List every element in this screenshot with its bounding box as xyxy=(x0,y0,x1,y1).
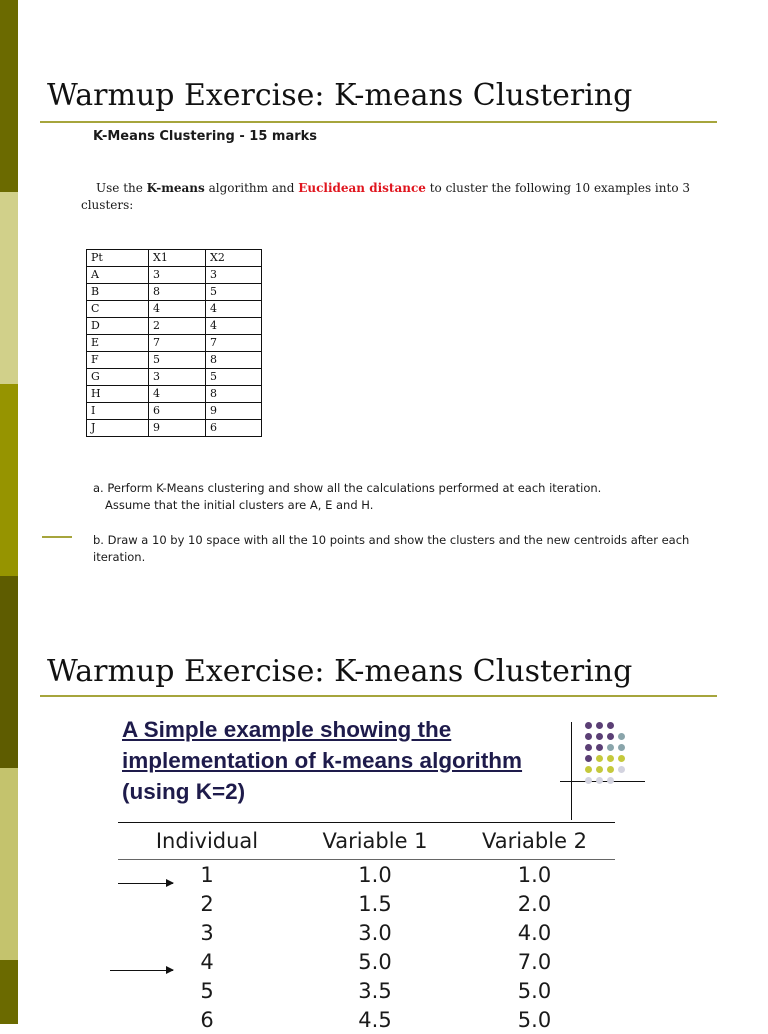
slide-title: Warmup Exercise: K-means Clustering xyxy=(47,78,633,113)
cell: A xyxy=(87,267,149,284)
cell: 7.0 xyxy=(517,949,552,974)
table-header-row xyxy=(118,823,615,860)
question-a-line: a. Perform K-Means clustering and show all the calculations performed at each iteration. xyxy=(93,481,602,495)
cell: 8 xyxy=(206,386,262,403)
cell: E xyxy=(87,335,149,352)
table-row xyxy=(87,267,262,284)
table-row xyxy=(87,420,262,437)
cell: D xyxy=(87,318,149,335)
cell: J xyxy=(87,420,149,437)
dot xyxy=(596,766,603,773)
dot xyxy=(618,777,625,784)
kmeans-term: K-means xyxy=(146,181,205,195)
dot xyxy=(596,744,603,751)
question-intro xyxy=(81,180,711,214)
dot xyxy=(618,722,625,729)
dot xyxy=(607,766,614,773)
cell: 4 xyxy=(149,386,206,403)
table-row xyxy=(87,369,262,386)
arrow-to-row-4 xyxy=(110,970,173,971)
header-cell: Pt xyxy=(87,250,149,267)
cell: C xyxy=(87,301,149,318)
cell: 3.5 xyxy=(358,978,392,1003)
cell: 5 xyxy=(206,284,262,301)
table-row xyxy=(87,403,262,420)
table-row xyxy=(87,352,262,369)
dot xyxy=(596,777,603,784)
intro-text: to cluster the following 10 examples into 3 clusters: xyxy=(81,181,690,212)
cell: 1.0 xyxy=(517,862,552,887)
dot xyxy=(618,755,625,762)
table-row xyxy=(118,889,615,918)
header-cell: Individual xyxy=(118,823,296,860)
cell: 6 xyxy=(149,403,206,420)
dot-grid-decoration xyxy=(585,722,627,786)
dot xyxy=(585,766,592,773)
question-a-line: Assume that the initial clusters are A, E and H. xyxy=(105,498,374,512)
dot xyxy=(585,722,592,729)
slide-title: Warmup Exercise: K-means Clustering xyxy=(47,654,633,689)
bullet-dash xyxy=(42,536,72,538)
table-row xyxy=(118,976,615,1005)
cell: 5.0 xyxy=(517,1007,552,1032)
cell: 7 xyxy=(206,335,262,352)
cell: 3 xyxy=(200,920,214,945)
question-a xyxy=(93,480,713,514)
table-row xyxy=(87,284,262,301)
table-row xyxy=(118,918,615,947)
title-rule xyxy=(40,695,717,697)
question-b: b. Draw a 10 by 10 space with all the 10 points and show the clusters and the new centroids after each iteration. xyxy=(93,533,690,564)
dot xyxy=(596,722,603,729)
cell: 3 xyxy=(206,267,262,284)
cell: 5 xyxy=(149,352,206,369)
cell: 4.0 xyxy=(517,920,552,945)
cell: 9 xyxy=(206,403,262,420)
dot xyxy=(585,777,592,784)
cell: 3 xyxy=(149,267,206,284)
dot xyxy=(585,755,592,762)
dot xyxy=(618,733,625,740)
dot xyxy=(618,766,625,773)
header-cell: Variable 1 xyxy=(296,823,454,860)
cell: 1 xyxy=(200,862,214,887)
intro-text: Use the xyxy=(96,181,147,195)
dot xyxy=(585,744,592,751)
cell: 2 xyxy=(149,318,206,335)
dot xyxy=(607,777,614,784)
table-row xyxy=(87,335,262,352)
cell: I xyxy=(87,403,149,420)
heading-line: A Simple example showing the xyxy=(122,717,452,742)
heading-line: implementation of k-means algorithm xyxy=(122,748,523,773)
intro-text: algorithm and xyxy=(204,181,299,195)
dot xyxy=(607,733,614,740)
cell: 5.0 xyxy=(358,949,392,974)
table-row xyxy=(87,301,262,318)
cell: F xyxy=(87,352,149,369)
dot xyxy=(607,755,614,762)
points-table xyxy=(86,249,262,437)
cell: 1.0 xyxy=(358,862,392,887)
section-heading: K-Means Clustering - 15 marks xyxy=(93,129,318,144)
cell: 7 xyxy=(149,335,206,352)
deco-vertical-line xyxy=(571,722,572,820)
euclidean-term: Euclidean distance xyxy=(298,181,426,195)
cell: 5 xyxy=(206,369,262,386)
cell: 5 xyxy=(200,978,214,1003)
dot xyxy=(596,755,603,762)
table-row xyxy=(87,318,262,335)
header-cell: X2 xyxy=(206,250,262,267)
cell: B xyxy=(87,284,149,301)
cell: 3.0 xyxy=(358,920,392,945)
cell: 4 xyxy=(200,949,214,974)
cell: 5.0 xyxy=(517,978,552,1003)
cell: 8 xyxy=(206,352,262,369)
cell: 9 xyxy=(149,420,206,437)
cell: 2.0 xyxy=(517,891,552,916)
table-row xyxy=(118,1005,615,1034)
header-cell: Variable 2 xyxy=(454,823,615,860)
slide-2 xyxy=(0,576,768,1032)
cell: 2 xyxy=(200,891,214,916)
heading-line: (using K=2) xyxy=(122,779,246,804)
cell: 4 xyxy=(149,301,206,318)
cell: 4.5 xyxy=(358,1007,392,1032)
cell: 3 xyxy=(149,369,206,386)
dot xyxy=(585,733,592,740)
header-cell: X1 xyxy=(149,250,206,267)
cell: 4 xyxy=(206,318,262,335)
cell: 6 xyxy=(206,420,262,437)
example-heading xyxy=(122,714,592,807)
title-rule xyxy=(40,121,717,123)
table-row xyxy=(118,860,615,890)
individuals-table xyxy=(118,822,615,1034)
cell: H xyxy=(87,386,149,403)
table-row xyxy=(118,947,615,976)
table-row xyxy=(87,386,262,403)
cell: 8 xyxy=(149,284,206,301)
table-header-row xyxy=(87,250,262,267)
dot xyxy=(618,744,625,751)
cell: 1.5 xyxy=(358,891,392,916)
dot xyxy=(607,744,614,751)
cell: 6 xyxy=(200,1007,214,1032)
arrow-to-row-1 xyxy=(118,883,173,884)
cell: G xyxy=(87,369,149,386)
dot xyxy=(607,722,614,729)
dot xyxy=(596,733,603,740)
cell: 4 xyxy=(206,301,262,318)
